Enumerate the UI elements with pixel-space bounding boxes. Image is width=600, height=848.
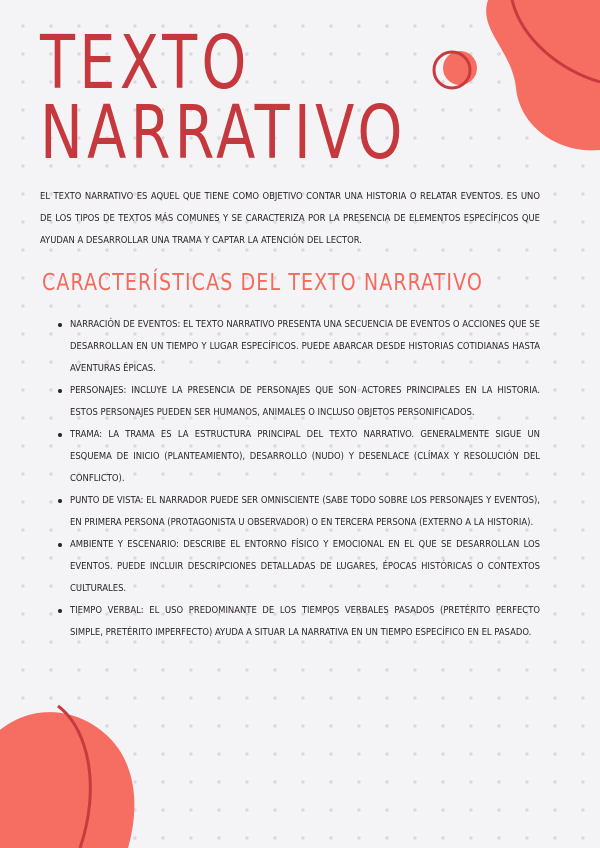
list-item <box>58 600 540 644</box>
bullet-icon <box>58 433 62 437</box>
section-title: CARACTERÍSTICAS DEL TEXTO NARRATIVO <box>42 270 483 296</box>
list-item-text: AMBIENTE Y ESCENARIO: DESCRIBE EL ENTORNO FÍSICO Y EMOCIONAL EN EL QUE SE DESARROLLAN LOS EVENTOS. PUEDE INCLUIR DESCRIPCIONES DETALLADAS DE LUGARES, ÉPOCAS HISTÓRICAS O CONTEXTOS CULTURALES. <box>70 539 540 594</box>
list-item-text: TRAMA: LA TRAMA ES LA ESTRUCTURA PRINCIPAL DEL TEXTO NARRATIVO. GENERALMENTE SIGUE UN ESQUEMA DE INICIO (PLANTEAMIENTO), DESARROLLO (NUDO) Y DESENLACE (CLÍMAX Y RESOLUCIÓN DEL CONFLICTO). <box>70 429 540 484</box>
intro-paragraph: EL TEXTO NARRATIVO ES AQUEL QUE TIENE COMO OBJETIVO CONTAR UNA HISTORIA O RELATAR EVENTOS. ES UNO DE LOS TIPOS DE TEXTOS MÁS COMUNES Y SE CARACTERIZA POR LA PRESENCIA DE ELEMENTOS ESPECÍFICOS QUE AYUDAN A DESARROLLAR UNA TRAMA Y CAPTAR LA ATENCIÓN DEL LECTOR. <box>40 191 540 246</box>
title-line-2: NARRATIVO <box>40 90 407 176</box>
list-item <box>58 534 540 600</box>
list-item <box>58 314 540 380</box>
bullet-icon <box>58 389 62 393</box>
bullet-icon <box>58 609 62 613</box>
list-item-text: TIEMPO VERBAL: EL USO PREDOMINANTE DE LOS TIEMPOS VERBALES PASADOS (PRETÉRITO PERFECTO SIMPLE, PRETÉRITO IMPERFECTO) AYUDA A SITUAR LA NARRATIVA EN UN TIEMPO ESPECÍFICO EN EL PASADO. <box>70 605 540 638</box>
title-line-1: TEXTO <box>40 20 251 106</box>
bullet-icon <box>58 323 62 327</box>
list-item-text: PERSONAJES: INCLUYE LA PRESENCIA DE PERSONAJES QUE SON ACTORES PRINCIPALES EN LA HISTORIA. ESTOS PERSONAJES PUEDEN SER HUMANOS, ANIMALES O INCLUSO OBJETOS PERSONIFICADOS. <box>70 385 540 418</box>
list-item <box>58 490 540 534</box>
list-item-text: PUNTO DE VISTA: EL NARRADOR PUEDE SER OMNISCIENTE (SABE TODO SOBRE LOS PERSONAJES Y EVENTOS), EN PRIMERA PERSONA (PROTAGONISTA U OBSERVADOR) O EN TERCERA PERSONA (EXTERNO A LA HISTORIA). <box>70 495 540 528</box>
list-item-text: NARRACIÓN DE EVENTOS: EL TEXTO NARRATIVO PRESENTA UNA SECUENCIA DE EVENTOS O ACCIONES QUE SE DESARROLLAN EN UN TIEMPO Y LUGAR ESPECÍFICOS. PUEDE ABARCAR DESDE HISTORIAS COTIDIANAS HASTA AVENTURAS ÉPICAS. <box>70 319 540 374</box>
features-list <box>58 314 540 644</box>
bullet-icon <box>58 543 62 547</box>
list-item <box>58 380 540 424</box>
page-title <box>40 20 407 176</box>
list-item <box>58 424 540 490</box>
bullet-icon <box>58 499 62 503</box>
